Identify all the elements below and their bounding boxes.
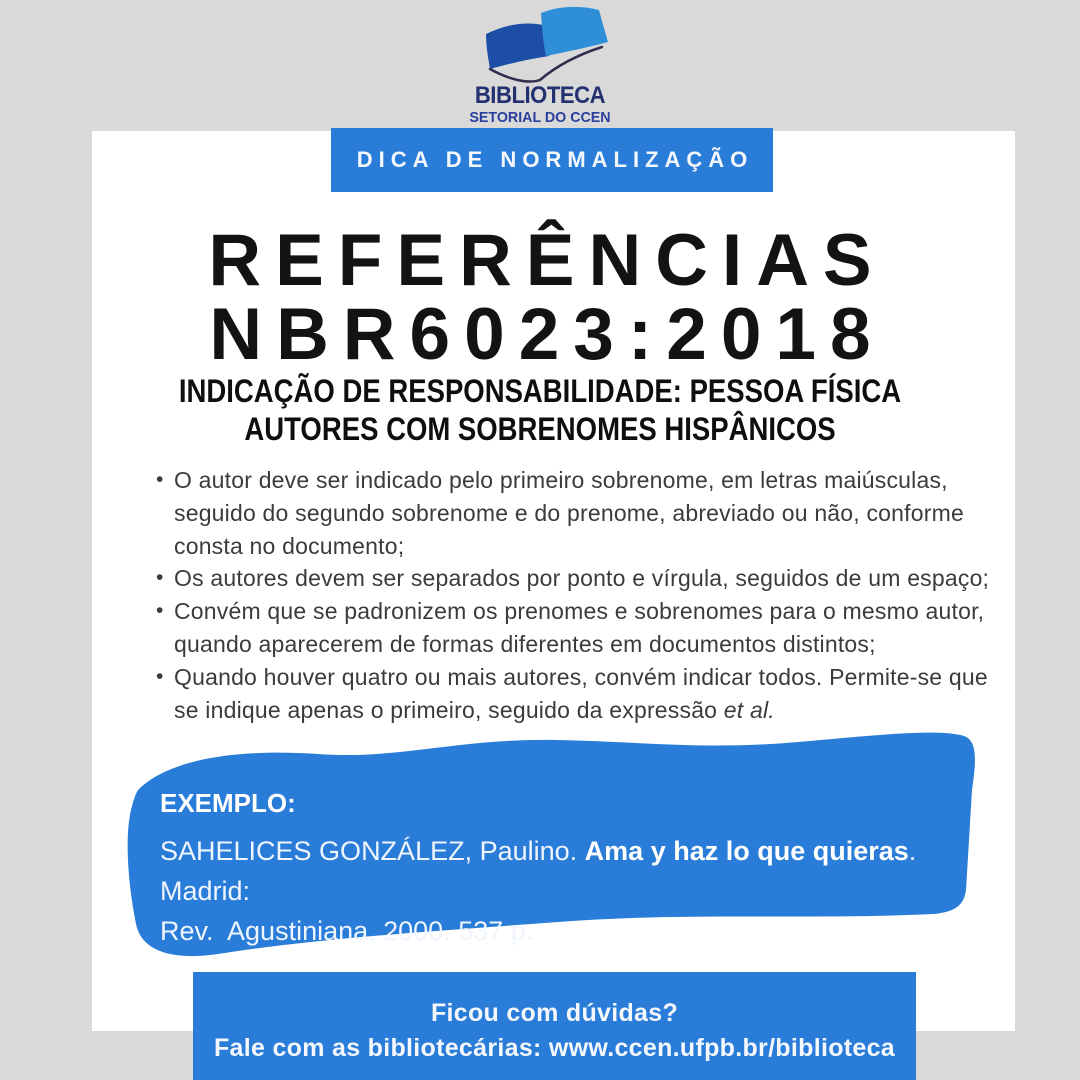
citation-title: Ama y haz lo que quieras [584,836,909,866]
subtitle-line2: AUTORES COM SOBRENOMES HISPÂNICOS [244,411,836,447]
guideline-text: Convém que se padronizem os prenomes e sobrenomes para o mesmo autor, quando aparecerem de formas diferentes em documentos distintos; [174,598,985,657]
footer-contact: Fale com as bibliotecárias: www.ccen.ufpb.br/biblioteca [213,1034,895,1062]
poster-title [0,220,1080,375]
example-callout [160,788,950,951]
guideline-text: Quando houver quatro ou mais autores, convém indicar todos. Permite-se que se indique apenas o primeiro, seguido da expressão [174,663,988,723]
poster-subtitle [76,372,1005,448]
guideline-text: Os autores devem ser separados por ponto e vírgula, seguidos de um espaço; [174,565,990,592]
citation-line1 [160,831,950,911]
open-book-icon [470,6,610,84]
subtitle-line1: INDICAÇÃO DE RESPONSABILIDADE: PESSOA FÍSICA [178,373,902,409]
guideline-text: O autor deve ser indicado pelo primeiro sobrenome, em letras maiúsculas, seguido do segundo sobrenome e do prenome, abreviado ou não, conforme consta no documento; [174,467,964,559]
guideline-item [152,464,992,562]
guideline-item [152,595,992,661]
poster-title-line2: NBR6023:2018 [209,294,885,375]
guideline-item [152,562,992,595]
guideline-text-italic: et al. [723,696,775,723]
citation-imprint: . Madrid: [160,836,917,906]
citation-author: SAHELICES GONZÁLEZ, Paulino. [160,836,585,866]
normalization-tip-banner [331,128,773,192]
citation-line2: Rev. Agustiniana, 2000. 537 p. [160,916,534,946]
logo-subtitle: SETORIAL DO CCEN [469,109,611,126]
poster-title-line1: REFERÊNCIAS [208,220,886,301]
footer-banner [193,972,916,1080]
guidelines-list [152,464,992,726]
logo-wordmark: BIBLIOTECA [474,82,606,109]
footer-question: Ficou com dúvidas? [430,999,679,1027]
banner-label: DICA DE NORMALIZAÇÃO [356,147,754,172]
library-logo [0,6,1080,126]
example-label: EXEMPLO: [160,788,296,818]
